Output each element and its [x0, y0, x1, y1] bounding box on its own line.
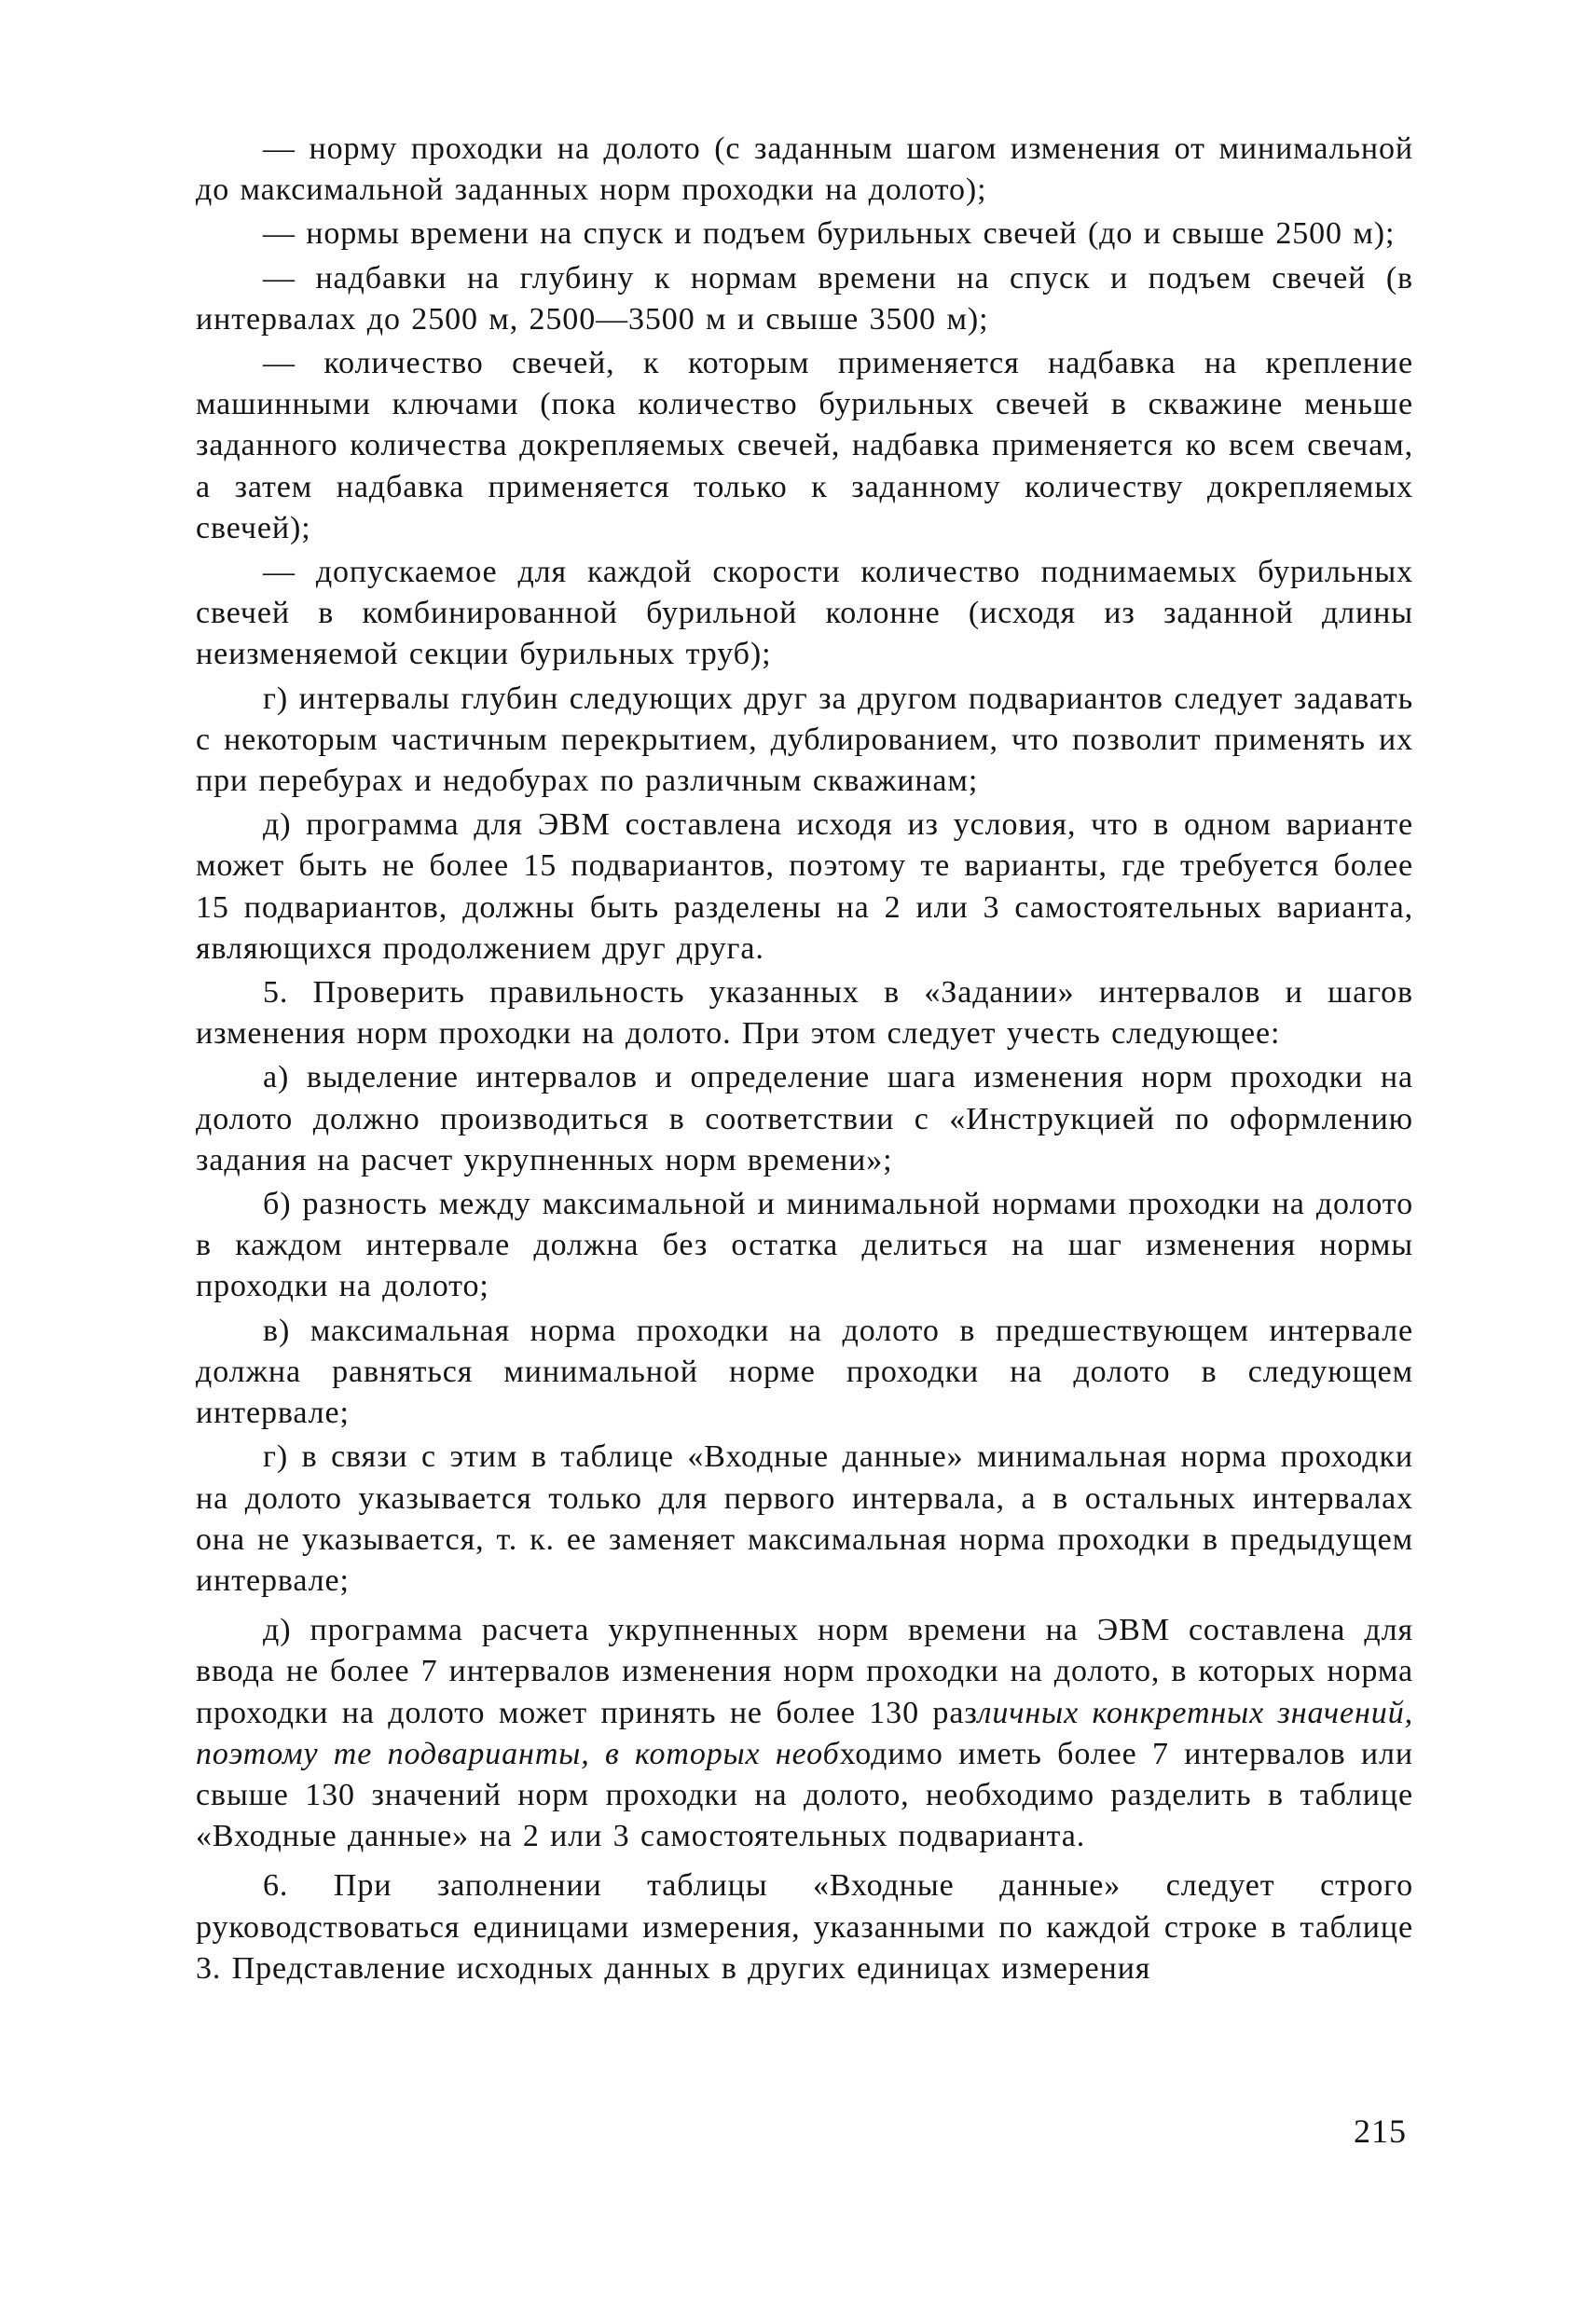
paragraph-a-interval-selection: а) выделение интервалов и определение шага изменения норм проходки на долото должно производиться в соответствии с «Инструкцией по оформлению задания на расчет укрупненных норм времени»;	[196, 1060, 1413, 1177]
paragraph-d-italic-part: личных конкретных значений, поэтому те подварианты, в которых необ	[196, 1695, 1413, 1771]
paragraph-bit-footage-norm: — норму проходки на долото (с заданным шагом изменения от минимальной до максимальной заданных норм проходки на долото);	[196, 131, 1413, 208]
paragraph-stands-count: — количество свечей, к которым применяется надбавка на крепление машинными ключами (пока количество бурильных свечей в скважине меньше заданного количества докрепляемых свечей, надбавка применяется ко всем свечам, а затем надбавка применяется только к заданному количеству докрепляемых свечей);	[196, 346, 1413, 545]
paragraph-trip-time-norms: — нормы времени на спуск и подъем бурильных свечей (до и свыше 2500 м);	[263, 216, 1396, 252]
paragraph-b-norm-difference: б) разность между максимальной и минимальной нормами проходки на долото в каждом интервале должна без остатка делиться на шаг изменения нормы проходки на долото;	[196, 1187, 1413, 1304]
paragraph-depth-allowances: — надбавки на глубину к нормам времени на спуск и подъем свечей (в интервалах до 2500 м, 2500—3500 м и свыше 3500 м);	[196, 260, 1413, 337]
paragraph-d-part-2: ходимо иметь более 7 интервалов или свыше 130 значений норм проходки на долото, необходимо разделить в таблице «Входные данные» на 2 или 3 самостоятельных подварианта.	[196, 1736, 1413, 1854]
paragraph-6-filling-table: 6. При заполнении таблицы «Входные данные» следует строго руководствоваться единицами измерения, указанными по каждой строке в таблице 3. Представление исходных данных в других единицах измерения	[196, 1868, 1413, 1986]
paragraph-d-program-variants: д) программа для ЭВМ составлена исходя из условия, что в одном варианте может быть не более 15 подвариантов, поэтому те варианты, где требуется более 15 подвариантов, должны быть разделены на 2 или 3 самостоятельных варианта, являющихся продолжением друг друга.	[196, 807, 1413, 966]
paragraph-d-calculation-program	[196, 1610, 1413, 1857]
paragraph-g-input-table: г) в связи с этим в таблице «Входные данные» минимальная норма проходки на долото указывается только для первого интервала, а в остальных интервалах она не указывается, т. к. ее заменяет максимальная норма проходки в предыдущем интервале;	[196, 1439, 1413, 1598]
page-body	[196, 129, 1413, 1992]
page-number: 215	[1354, 2112, 1407, 2150]
paragraph-d-part-1: д) программа расчета укрупненных норм времени на ЭВМ составлена для ввода не более 7 интервалов изменения норм проходки на долото, в которых норма проходки на долото может принять не более 130 раз	[196, 1613, 1413, 1730]
paragraph-v-max-min-norm: в) максимальная норма проходки на долото в предшествующем интервале должна равняться минимальной норме проходки на долото в следующем интервале;	[196, 1313, 1413, 1431]
paragraph-g-depth-intervals: г) интервалы глубин следующих друг за другом подвариантов следует задавать с некоторым частичным перекрытием, дублированием, что позволит применять их при перебурах и недобурах по различным скважинам;	[196, 681, 1413, 799]
paragraph-allowed-stands: — допускаемое для каждой скорости количество поднимаемых бурильных свечей в комбинированной бурильной колонне (исходя из заданной длины неизменяемой секции бурильных труб);	[196, 555, 1413, 672]
paragraph-5-check-intervals: 5. Проверить правильность указанных в «Задании» интервалов и шагов изменения норм проходки на долото. При этом следует учесть следующее:	[196, 975, 1413, 1052]
